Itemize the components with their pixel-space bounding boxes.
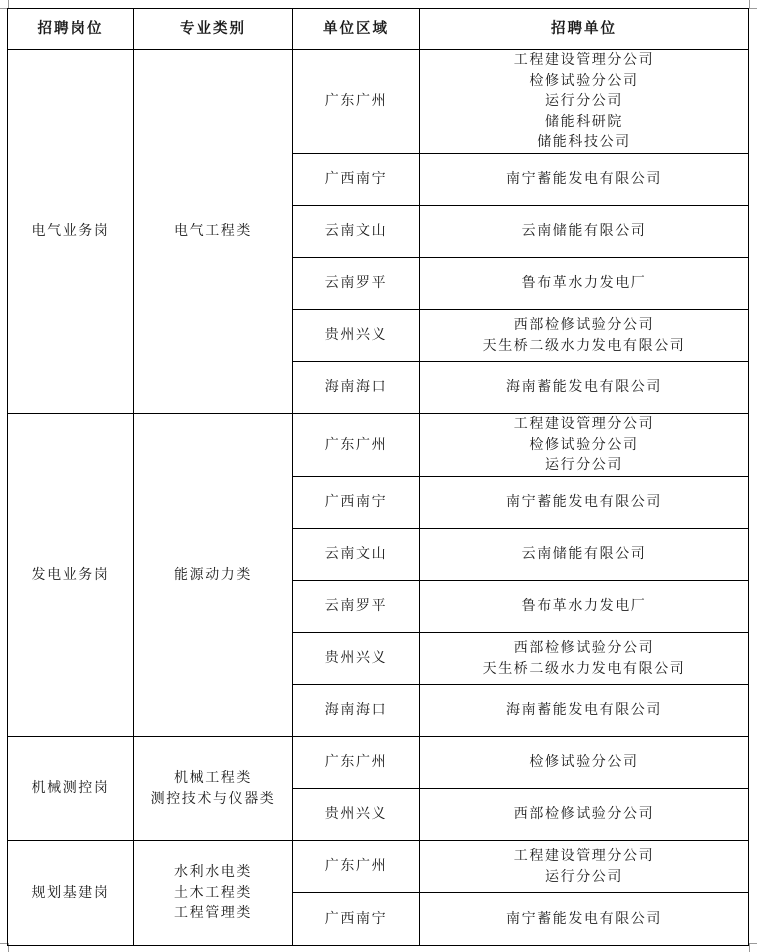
unit-text: 云南储能有限公司: [521, 223, 647, 240]
position-cell: 机械测控岗: [8, 737, 134, 841]
unit-cell: [420, 633, 749, 685]
unit-text: 天生桥二级水力发电有限公司: [482, 337, 686, 354]
unit-cell: [420, 685, 749, 737]
unit-cell: [420, 154, 749, 206]
region-cell: 广西南宁: [293, 893, 420, 946]
unit-text: 检修试验分公司: [529, 754, 639, 771]
region-cell: 贵州兴义: [293, 310, 420, 362]
header-unit: 招聘单位: [420, 9, 749, 50]
position-cell: 规划基建岗: [8, 841, 134, 946]
unit-text: 西部检修试验分公司: [513, 640, 655, 656]
unit-text: 海南蓄能发电有限公司: [506, 702, 662, 719]
major-text: 测控技术与仪器类: [150, 790, 276, 807]
corner-mark-top-right: [749, 0, 757, 9]
position-cell: 发电业务岗: [8, 414, 134, 737]
unit-text: 西部检修试验分公司: [513, 317, 655, 333]
recruitment-table: [7, 8, 749, 946]
unit-text: 南宁蓄能发电有限公司: [506, 171, 662, 188]
header-region: 单位区域: [293, 9, 420, 50]
major-text: 机械工程类: [174, 770, 252, 786]
region-cell: 广东广州: [293, 841, 420, 893]
region-cell: 云南罗平: [293, 581, 420, 633]
unit-text: 工程建设管理分公司: [513, 848, 655, 864]
unit-text: 天生桥二级水力发电有限公司: [482, 660, 686, 677]
unit-text: 检修试验分公司: [529, 436, 639, 453]
table-row: [8, 737, 749, 789]
region-cell: 广东广州: [293, 737, 420, 789]
table-row: [8, 414, 749, 477]
region-cell: 贵州兴义: [293, 633, 420, 685]
unit-cell: [420, 206, 749, 258]
region-cell: 云南文山: [293, 206, 420, 258]
position-cell: 电气业务岗: [8, 50, 134, 414]
major-cell: [134, 841, 293, 946]
major-text: 土木工程类: [174, 884, 252, 901]
region-cell: 广东广州: [293, 50, 420, 154]
unit-text: 鲁布革水力发电厂: [521, 275, 647, 292]
unit-cell: [420, 581, 749, 633]
region-cell: 广东广州: [293, 414, 420, 477]
unit-text: 南宁蓄能发电有限公司: [506, 494, 662, 511]
region-cell: 云南文山: [293, 529, 420, 581]
unit-text: 西部检修试验分公司: [513, 806, 655, 823]
region-cell: 广西南宁: [293, 154, 420, 206]
unit-cell: [420, 789, 749, 841]
unit-text: 检修试验分公司: [529, 72, 639, 89]
unit-cell: [420, 477, 749, 529]
unit-cell: [420, 529, 749, 581]
header-row: [8, 9, 749, 50]
unit-cell: [420, 737, 749, 789]
major-text: 水利水电类: [174, 864, 252, 881]
region-cell: 贵州兴义: [293, 789, 420, 841]
unit-cell: [420, 841, 749, 893]
major-text: 能源动力类: [174, 566, 252, 583]
unit-text: 南宁蓄能发电有限公司: [506, 910, 662, 927]
major-text: 电气工程类: [174, 223, 252, 240]
unit-cell: [420, 893, 749, 946]
header-position: 招聘岗位: [8, 9, 134, 50]
region-cell: 云南罗平: [293, 258, 420, 310]
region-cell: 广西南宁: [293, 477, 420, 529]
region-cell: 海南海口: [293, 685, 420, 737]
table-body: [8, 50, 749, 946]
unit-cell: [420, 310, 749, 362]
unit-text: 储能科研院: [545, 113, 623, 130]
unit-text: 运行分公司: [545, 457, 623, 474]
unit-cell: [420, 258, 749, 310]
unit-text: 运行分公司: [545, 868, 623, 885]
unit-text: 鲁布革水力发电厂: [521, 598, 647, 615]
unit-cell: [420, 362, 749, 414]
major-cell: [134, 737, 293, 841]
major-text: 工程管理类: [174, 905, 252, 922]
unit-cell: [420, 50, 749, 154]
unit-text: 工程建设管理分公司: [513, 52, 655, 69]
table-row: [8, 841, 749, 893]
major-cell: [134, 50, 293, 414]
unit-text: 工程建设管理分公司: [513, 416, 655, 433]
header-major: 专业类别: [134, 9, 293, 50]
unit-text: 海南蓄能发电有限公司: [506, 379, 662, 396]
unit-text: 云南储能有限公司: [521, 546, 647, 563]
major-cell: [134, 414, 293, 737]
table-row: [8, 50, 749, 154]
unit-text: 储能科技公司: [537, 134, 631, 151]
region-cell: 海南海口: [293, 362, 420, 414]
unit-text: 运行分公司: [545, 93, 623, 110]
unit-cell: [420, 414, 749, 477]
